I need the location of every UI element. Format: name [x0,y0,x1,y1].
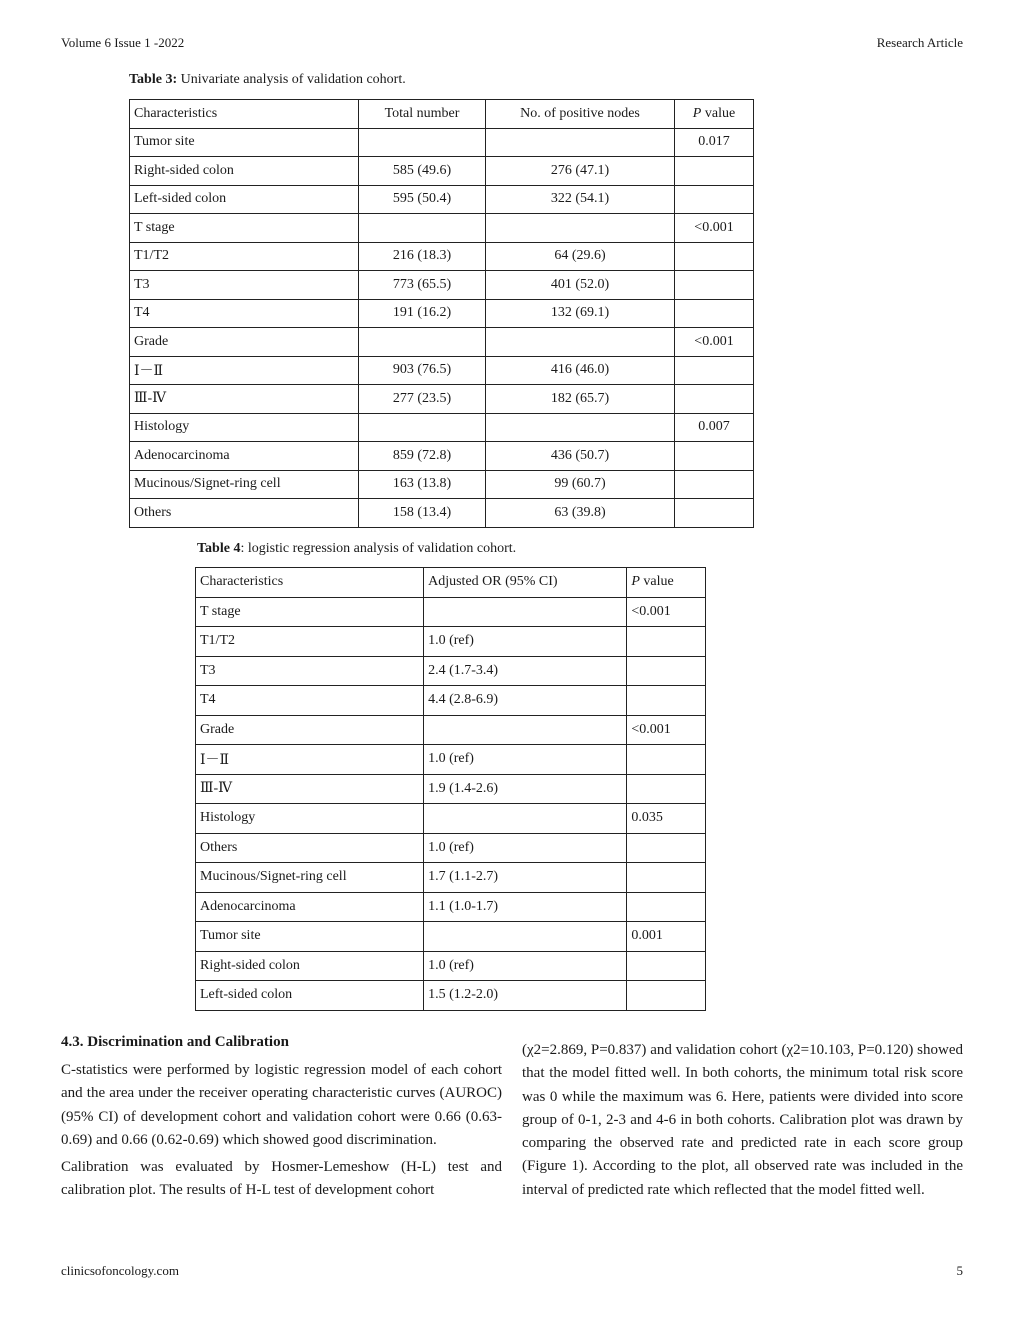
table-row [196,892,706,922]
table4 [195,567,706,1011]
table-row [196,715,706,745]
table4-caption [197,541,516,557]
table-cell: 1.0 (ref) [424,627,627,657]
table-cell: 1.9 (1.4-2.6) [424,774,627,804]
table-row [130,413,754,442]
table3 [129,99,754,528]
table-cell: 1.7 (1.1-2.7) [424,863,627,893]
table-row [196,922,706,952]
table-cell [486,413,675,442]
table-row [196,863,706,893]
table-cell: 0.007 [675,413,754,442]
table-row [196,833,706,863]
table-cell: 182 (65.7) [486,385,675,414]
table-cell: 63 (39.8) [486,499,675,528]
table-cell [675,157,754,186]
table-cell [486,214,675,243]
table-cell: 99 (60.7) [486,470,675,499]
table-cell: 1.0 (ref) [424,745,627,775]
table-cell [627,951,706,981]
table-cell: Right-sided colon [196,951,424,981]
table-cell: 163 (13.8) [359,470,486,499]
footer-site: clinicsofoncology.com [61,1263,179,1278]
table-cell: Mucinous/Signet-ring cell [196,863,424,893]
table-cell: T3 [196,656,424,686]
running-header-article-type: Research Article [876,35,963,50]
table-cell [627,627,706,657]
table-cell [627,833,706,863]
section-heading: 4.3. Discrimination and Calibration [61,1034,289,1050]
table-cell [627,892,706,922]
table3-caption-label: Table 3: [129,72,178,87]
table-cell [675,385,754,414]
table-cell: Histology [130,413,359,442]
table-cell: 773 (65.5) [359,271,486,300]
table-cell [486,328,675,357]
table-row [130,157,754,186]
table-cell: Adenocarcinoma [130,442,359,471]
table-cell [359,128,486,157]
table-cell: T3 [130,271,359,300]
table-cell: Left-sided colon [196,981,424,1011]
table-row [130,299,754,328]
table-row [130,499,754,528]
table-cell [627,774,706,804]
table-cell: 401 (52.0) [486,271,675,300]
table-cell: 903 (76.5) [359,356,486,385]
table-cell: Tumor site [196,922,424,952]
table-cell [424,715,627,745]
table-header-cell [627,568,706,598]
table-cell: 1.0 (ref) [424,833,627,863]
table-cell: <0.001 [675,328,754,357]
table-row [130,185,754,214]
table-cell [359,328,486,357]
table-cell: Left-sided colon [130,185,359,214]
paragraph: (χ2=2.869, P=0.837) and validation cohort (χ2=10.103, P=0.120) showed that the model fitted well. In both cohorts, the minimum total risk score was 0 while the maximum was 6. Here, patients were divided into score group of 0-1, 2-3 and 4-6 in both cohorts. Calibration plot was drawn by comparing the observed rate and predicted rate in each score group (Figure 1). According to the plot, all observed rate was included in the interval of predicted rate which reflected that the model fitted well. [522,1042,963,1198]
table-row [130,385,754,414]
table-cell: Ⅰ－Ⅱ [196,745,424,775]
left-column [61,1059,502,1207]
table-row [196,656,706,686]
table-cell: 0.001 [627,922,706,952]
table-cell: Ⅲ-Ⅳ [130,385,359,414]
table-cell: <0.001 [627,597,706,627]
table-cell [627,863,706,893]
table-cell: 595 (50.4) [359,185,486,214]
table-header-cell: Characteristics [130,100,359,129]
table-cell: T4 [196,686,424,716]
table-cell [627,686,706,716]
table-cell: Grade [130,328,359,357]
table-row [130,128,754,157]
table-cell [627,981,706,1011]
table-cell [675,299,754,328]
table-cell: 1.0 (ref) [424,951,627,981]
table-cell: 585 (49.6) [359,157,486,186]
table-cell: Mucinous/Signet-ring cell [130,470,359,499]
table-row [130,442,754,471]
p-italic: P [631,574,640,590]
table-cell: 859 (72.8) [359,442,486,471]
table-cell: 158 (13.4) [359,499,486,528]
table-cell [675,271,754,300]
table-cell: Grade [196,715,424,745]
table-cell: T stage [196,597,424,627]
table-row [196,686,706,716]
table-row [196,627,706,657]
table-cell: 64 (29.6) [486,242,675,271]
table-cell: 277 (23.5) [359,385,486,414]
table-header-cell: Adjusted OR (95% CI) [424,568,627,598]
table-row [196,951,706,981]
table-cell: 1.5 (1.2-2.0) [424,981,627,1011]
table-cell: Others [130,499,359,528]
table-cell [675,356,754,385]
table-row [130,470,754,499]
table-cell [627,656,706,686]
table-cell [359,214,486,243]
table-cell: 276 (47.1) [486,157,675,186]
table-cell: 2.4 (1.7-3.4) [424,656,627,686]
paragraph: Calibration was evaluated by Hosmer-Lemeshow (H-L) test and calibration plot. The results of H-L test of development cohort [61,1159,502,1199]
table-cell: T stage [130,214,359,243]
table-header-cell: No. of positive nodes [486,100,675,129]
table-cell: Histology [196,804,424,834]
table-cell: 1.1 (1.0-1.7) [424,892,627,922]
table4-caption-text: : logistic regression analysis of validation cohort. [240,541,517,556]
p-value-header: value [643,574,674,590]
table-cell [486,128,675,157]
table-cell: Ⅰ－Ⅱ [130,356,359,385]
table-row [130,328,754,357]
table-cell: 0.017 [675,128,754,157]
table-cell: <0.001 [627,715,706,745]
table-row [130,271,754,300]
table-cell: 416 (46.0) [486,356,675,385]
p-italic: P [692,105,702,121]
table-row [130,356,754,385]
table-header-cell: Characteristics [196,568,424,598]
table-cell [675,470,754,499]
paragraph: C-statistics were performed by logistic regression model of each cohort and the area under the receiver operating characteristic curves (AUROC) (95% CI) of development cohort and validation cohort were 0.66 (0.63-0.69) and 0.66 (0.62-0.69) which showed good discrimination. [61,1062,502,1148]
table-cell: Tumor site [130,128,359,157]
table3-caption-text: Univariate analysis of validation cohort. [177,72,406,87]
table-cell: T1/T2 [130,242,359,271]
table-row [196,804,706,834]
table-header-row [196,568,706,598]
running-header-volume: Volume 6 Issue 1 -2022 [61,35,185,50]
table-cell [675,242,754,271]
table-row [196,774,706,804]
table-row [196,745,706,775]
table-cell [675,442,754,471]
table-cell [627,745,706,775]
table-cell: T1/T2 [196,627,424,657]
table-row [196,597,706,627]
table-cell: 322 (54.1) [486,185,675,214]
table-cell: Right-sided colon [130,157,359,186]
table-cell: Ⅲ-Ⅳ [196,774,424,804]
table3-caption [129,72,406,88]
p-value-header: value [704,105,736,121]
table-cell: 4.4 (2.8-6.9) [424,686,627,716]
right-column [522,1039,963,1206]
table-cell: Adenocarcinoma [196,892,424,922]
table-cell [424,922,627,952]
table4-caption-label: Table 4 [197,541,241,556]
table-cell [675,499,754,528]
table-cell: 191 (16.2) [359,299,486,328]
table-cell: 0.035 [627,804,706,834]
table-cell: T4 [130,299,359,328]
table-header-cell: Total number [359,100,486,129]
page-number: 5 [956,1263,963,1278]
table-header-row [130,100,754,129]
table-cell: 216 (18.3) [359,242,486,271]
table-cell [675,185,754,214]
table-row [196,981,706,1011]
table-cell: Others [196,833,424,863]
table-row [130,242,754,271]
table-header-cell [675,100,754,129]
table-cell [424,804,627,834]
table-cell [359,413,486,442]
table-cell: 436 (50.7) [486,442,675,471]
table-cell: <0.001 [675,214,754,243]
table-cell: 132 (69.1) [486,299,675,328]
table-cell [424,597,627,627]
table-row [130,214,754,243]
